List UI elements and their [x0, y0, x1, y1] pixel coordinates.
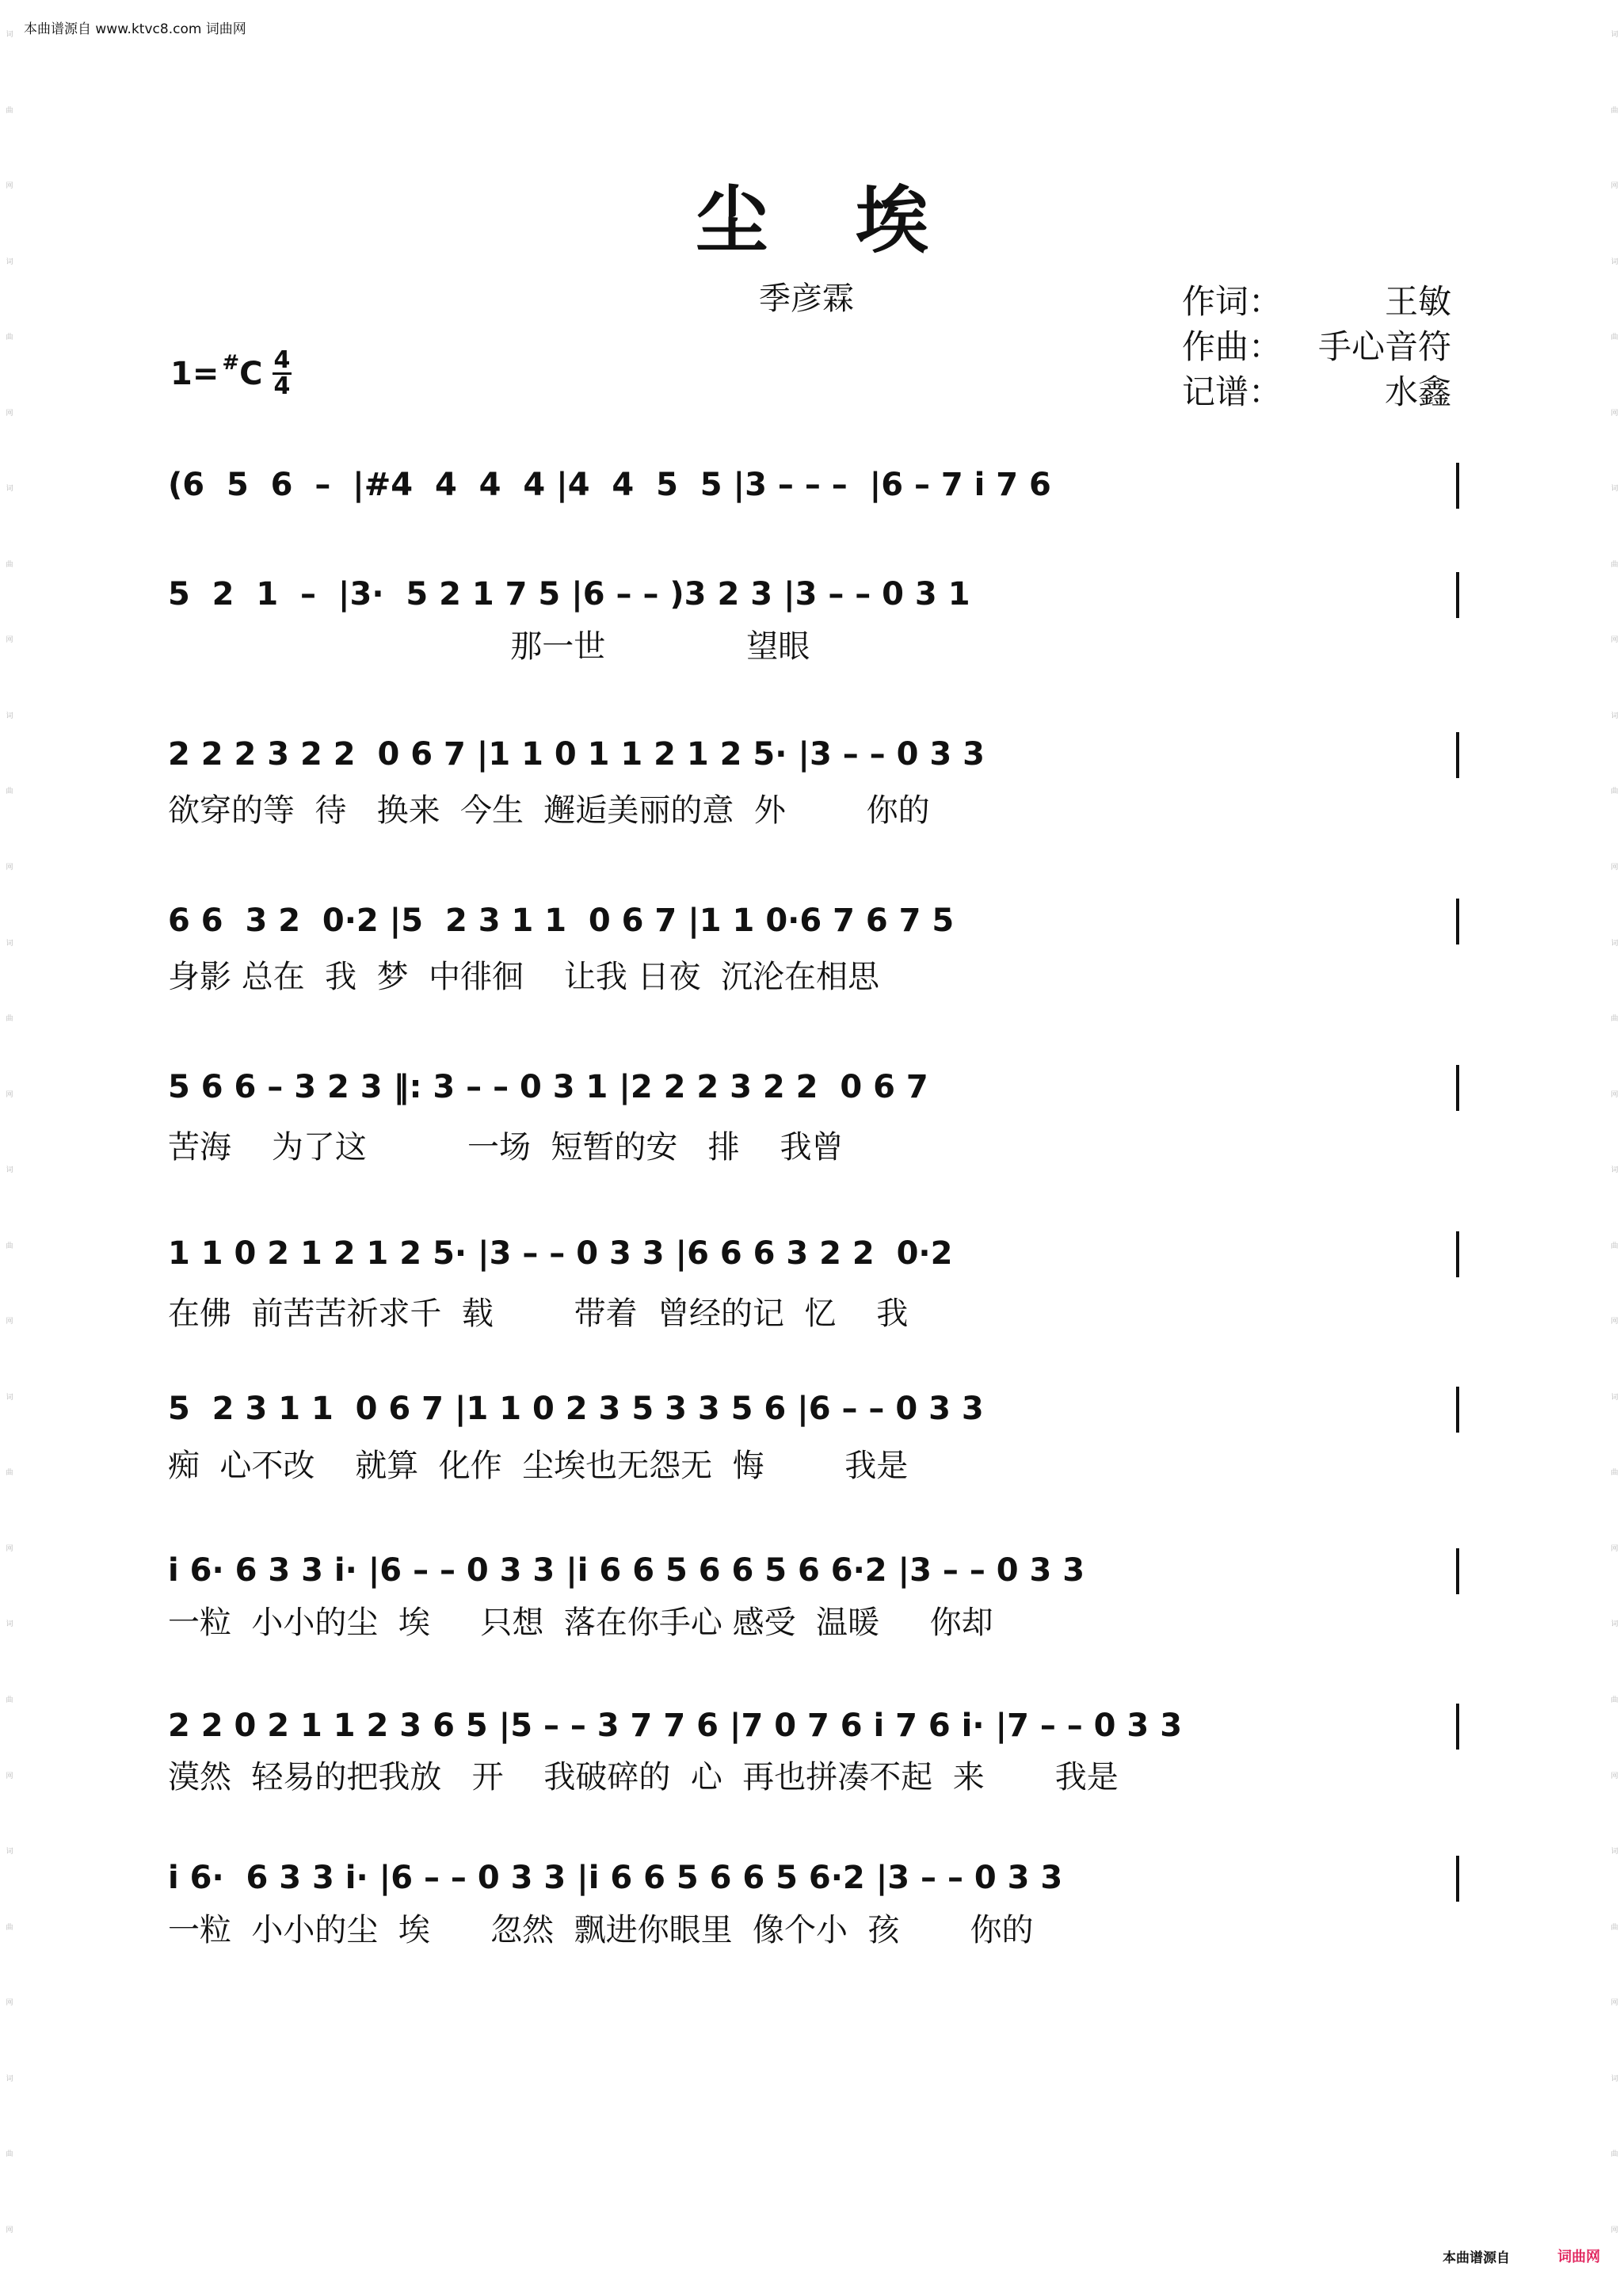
sharp-sign: #: [222, 350, 240, 375]
lyrics-line-5: 苦海 为了这 一场 短暂的安 排 我曾: [168, 1129, 844, 1166]
lyricist-value: 王敏: [1384, 282, 1451, 321]
right-watermark-strip: 词 曲 网 词 曲 网 词 曲 网 词 曲 网 词 曲 网 词 曲 网 词 曲 网 词 曲 网 词 曲 网 词 曲 网: [1611, 31, 1618, 2234]
score-line-4: [168, 897, 1459, 944]
lyrics-line-10: 一粒 小小的尘 埃 忽然 飘进你眼里 像个小 孩 你的: [168, 1912, 1034, 1948]
footer: [1443, 2246, 1600, 2266]
time-signature: [273, 346, 292, 400]
composer-label: 作曲：: [1182, 327, 1283, 366]
notes-line-7: 5 2 3 1 1 0 6 7 |1 1 0 2 3 5 3 3 5 6 |6 – – 0 3 3: [168, 1391, 984, 1427]
score-line-6: [168, 1230, 1459, 1277]
lyrics-line-8: 一粒 小小的尘 埃 只想 落在你手心 感受 温暖 你却: [168, 1605, 993, 1641]
lyricist-row: [1182, 279, 1451, 324]
notes-line-9: 2 2 0 2 1 1 2 3 6 5 |5 – – 3 7 7 6 |7 0 7 6 i 7 6 i· |7 – – 0 3 3: [168, 1708, 1183, 1744]
time-top: 4: [273, 346, 291, 374]
lyrics-line-6: 在佛 前苦苦祈求千 载 带着 曾经的记 忆 我: [168, 1296, 909, 1332]
key-note: C: [239, 355, 263, 392]
lyricist-label: 作词：: [1182, 282, 1283, 321]
score-line-7: [168, 1385, 1459, 1433]
barline: [1456, 1704, 1459, 1750]
notes-line-10: i 6· 6 3 3 i· |6 – – 0 3 3 |i 6 6 5 6 6 5 6·2 |3 – – 0 3 3: [168, 1860, 1063, 1896]
lyrics-line-4: 身影 总在 我 梦 中徘徊 让我 日夜 沉沦在相思: [168, 959, 880, 995]
lyrics-line-9: 漠然 轻易的把我放 开 我破碎的 心 再也拼凑不起 来 我是: [168, 1759, 1119, 1795]
time-bottom: 4: [273, 372, 291, 400]
key-signature: [170, 346, 292, 400]
source-header: 本曲谱源自 www.ktvc8.com 词曲网: [24, 21, 246, 37]
credits-block: [1182, 279, 1451, 414]
footer-site-logo: 词曲网: [1557, 2249, 1600, 2265]
score-line-9: [168, 1702, 1459, 1750]
barline: [1456, 1231, 1459, 1277]
barline: [1456, 1065, 1459, 1111]
notes-line-5: 5 6 6 – 3 2 3 ‖: 3 – – 0 3 1 |2 2 2 3 2 2 0 6 7: [168, 1069, 928, 1105]
notes-line-1: (6 5 6 – |#4 4 4 4 |4 4 5 5 |3 – – – |6 – 7 i 7 6: [168, 467, 1051, 503]
composer-value: 手心音符: [1317, 327, 1451, 366]
barline: [1456, 463, 1459, 509]
score-line-10: [168, 1854, 1459, 1902]
barline: [1456, 732, 1459, 778]
lyrics-line-7: 痴 心不改 就算 化作 尘埃也无怨无 悔 我是: [168, 1448, 909, 1484]
transcriber-row: [1182, 369, 1451, 414]
notes-line-8: i 6· 6 3 3 i· |6 – – 0 3 3 |i 6 6 5 6 6 5 6 6·2 |3 – – 0 3 3: [168, 1552, 1085, 1589]
notes-line-6: 1 1 0 2 1 2 1 2 5· |3 – – 0 3 3 |6 6 6 3 2 2 0·2: [168, 1235, 953, 1272]
score-line-5: [168, 1063, 1459, 1111]
notes-line-4: 6 6 3 2 0·2 |5 2 3 1 1 0 6 7 |1 1 0·6 7 6 7 5: [168, 902, 955, 939]
barline: [1456, 1856, 1459, 1902]
lyrics-line-3: 欲穿的等 待 换来 今生 邂逅美丽的意 外 你的: [168, 792, 930, 829]
notes-line-2: 5 2 1 – |3· 5 2 1 7 5 |6 – – )3 2 3 |3 – – 0 3 1: [168, 576, 970, 612]
barline: [1456, 1387, 1459, 1433]
score-line-8: [168, 1547, 1459, 1594]
barline: [1456, 572, 1459, 618]
score-line-1: [168, 461, 1459, 509]
lyrics-line-2: 那一世 望眼: [168, 628, 810, 665]
song-title: 尘埃: [695, 177, 1016, 263]
singer-name: 季彦霖: [759, 280, 854, 317]
footer-source-label: 本曲谱源自: [1443, 2250, 1510, 2266]
composer-row: [1182, 324, 1451, 369]
barline: [1456, 899, 1459, 944]
key-prefix: 1=: [170, 355, 219, 392]
barline: [1456, 1548, 1459, 1594]
score-line-3: [168, 731, 1459, 778]
score-line-2: [168, 570, 1459, 618]
transcriber-label: 记谱：: [1182, 372, 1283, 411]
transcriber-value: 水鑫: [1384, 372, 1451, 411]
notes-line-3: 2 2 2 3 2 2 0 6 7 |1 1 0 1 1 2 1 2 5· |3 – – 0 3 3: [168, 736, 985, 773]
left-watermark-strip: 词 曲 网 词 曲 网 词 曲 网 词 曲 网 词 曲 网 词 曲 网 词 曲 网 词 曲 网 词 曲 网 词 曲 网: [6, 31, 13, 2234]
